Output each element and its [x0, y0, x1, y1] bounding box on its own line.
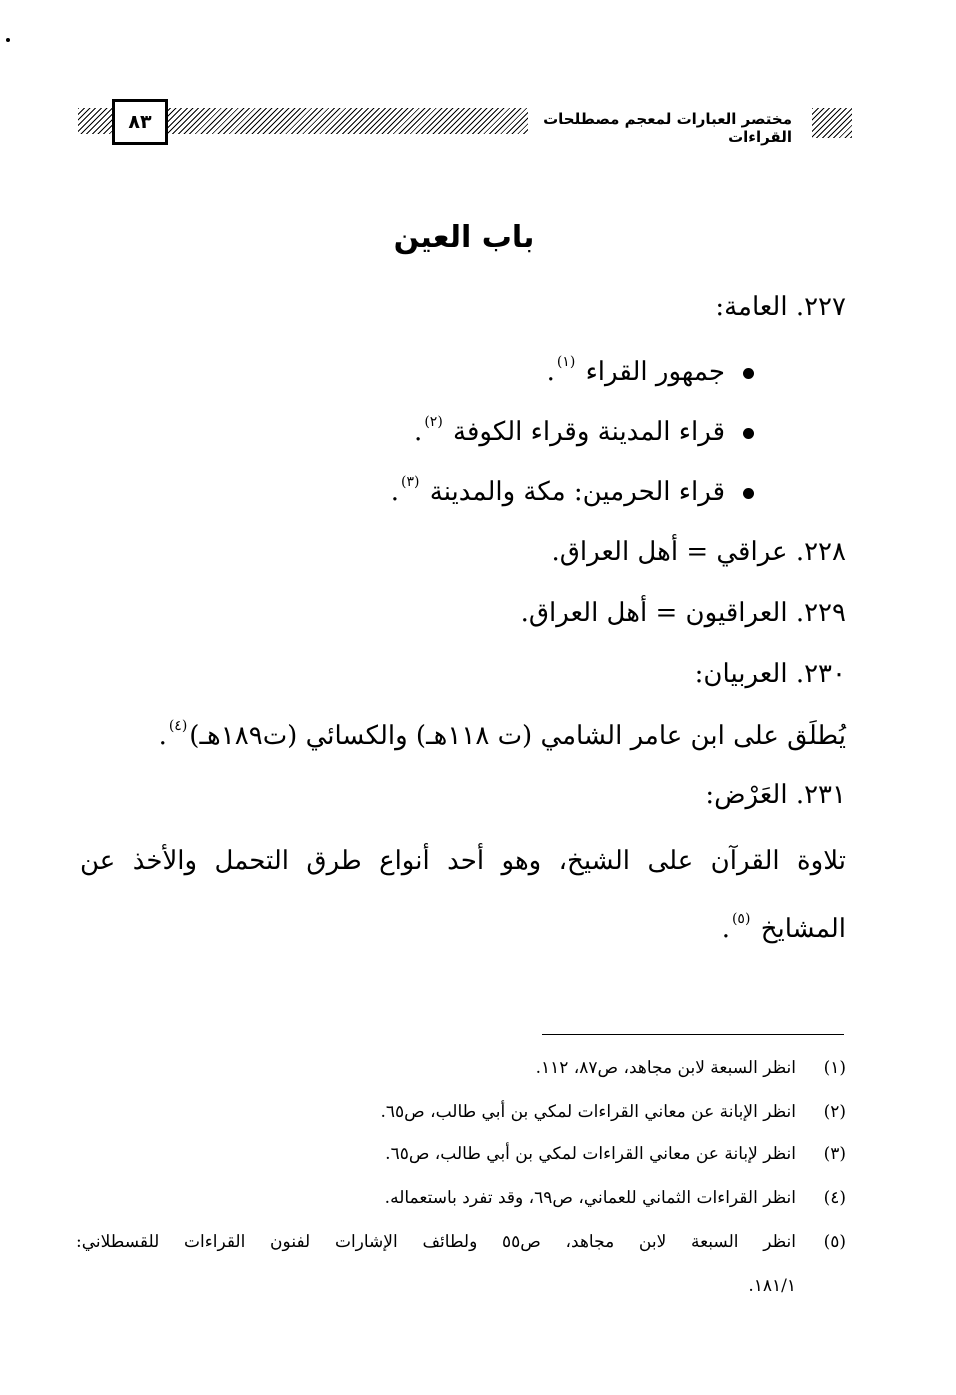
footnote-number: (٤) — [823, 1188, 846, 1208]
footnote-text: انظر السبعة لابن مجاهد، ص٥٥ ولطائف الإشارات لفنون القراءات للقسطلاني: — [76, 1232, 797, 1252]
entry-228: ٢٢٨. عراقي = أهل العراق. — [551, 537, 846, 567]
page-header — [70, 98, 860, 150]
footnote-number: (٣) — [823, 1144, 846, 1164]
footnote-number: (١) — [823, 1058, 846, 1078]
period: . — [721, 914, 730, 944]
footnote-text: انظر السبعة لابن مجاهد، ص٨٧، ١١٢. — [535, 1058, 796, 1078]
footnote-ref: (٢) — [424, 414, 443, 430]
entry-230-heading: ٢٣٠. العربيان: — [694, 659, 846, 689]
footnote-5-continuation: ١٨١/١. — [748, 1276, 796, 1296]
period: . — [546, 357, 555, 387]
entry-230-description — [159, 718, 846, 751]
period: . — [158, 721, 167, 751]
description-text: يُطلَق على ابن عامر الشامي (ت ١١٨هـ) والكسائي (ت١٨٩هـ) — [189, 721, 846, 751]
footnote-ref: (١) — [556, 354, 576, 370]
chapter-title: باب العين — [393, 220, 535, 255]
bullet-text: قراء المدينة وقراء الكوفة — [453, 417, 725, 447]
header-ornament-left — [78, 108, 114, 134]
bullet-text: قراء الحرمين: مكة والمدينة — [429, 477, 725, 507]
header-ornament-band — [164, 108, 528, 134]
footnote-ref: (٤) — [168, 718, 188, 734]
footnote-5 — [76, 1232, 846, 1252]
footnote-divider — [542, 1034, 844, 1035]
header-ornament-right — [812, 108, 852, 138]
footnote-number: (٢) — [823, 1102, 846, 1122]
scan-speck — [6, 38, 10, 42]
entry-229: ٢٢٩. العراقيون = أهل العراق. — [520, 598, 846, 628]
bullet-item-2 — [414, 414, 754, 447]
footnote-text: انظر الإبانة عن معاني القراءات لمكي بن أبي طالب، ص٦٥. — [380, 1102, 796, 1122]
page-number: ٨٣ — [112, 99, 168, 145]
period: . — [390, 477, 400, 507]
footnote-number: (٥) — [823, 1232, 847, 1252]
footnote-4 — [385, 1188, 846, 1208]
entry-231-heading: ٢٣١. العَرْض: — [705, 780, 846, 810]
footnote-3 — [385, 1144, 846, 1164]
entry-227-heading: ٢٢٧. العامة: — [715, 292, 846, 322]
period: . — [414, 417, 423, 447]
description-text: تلاوة القرآن على الشيخ، وهو أحد أنواع طرق التحمل والأخذ عن المشايخ — [80, 846, 846, 944]
entry-231-description — [80, 832, 846, 958]
footnote-2 — [380, 1102, 846, 1122]
footnote-ref: (٥) — [731, 911, 751, 927]
bullet-icon — [743, 488, 754, 499]
footnote-text: انظر لإبانة عن معاني القراءات لمكي بن أبي طالب، ص٦٥. — [385, 1144, 796, 1164]
bullet-icon — [743, 428, 754, 439]
bullet-icon — [743, 368, 754, 379]
running-title: مختصر العبارات لمعجم مصطلحات القراءات — [543, 110, 792, 146]
bullet-item-1 — [547, 354, 754, 387]
footnote-1 — [536, 1058, 846, 1078]
bullet-item-3 — [391, 474, 754, 507]
bullet-text: جمهور القراء — [585, 357, 725, 387]
footnote-text: انظر القراءات الثماني للعماني، ص٦٩، وقد تفرد باستعماله. — [384, 1188, 796, 1208]
footnote-ref: (٣) — [401, 474, 420, 490]
